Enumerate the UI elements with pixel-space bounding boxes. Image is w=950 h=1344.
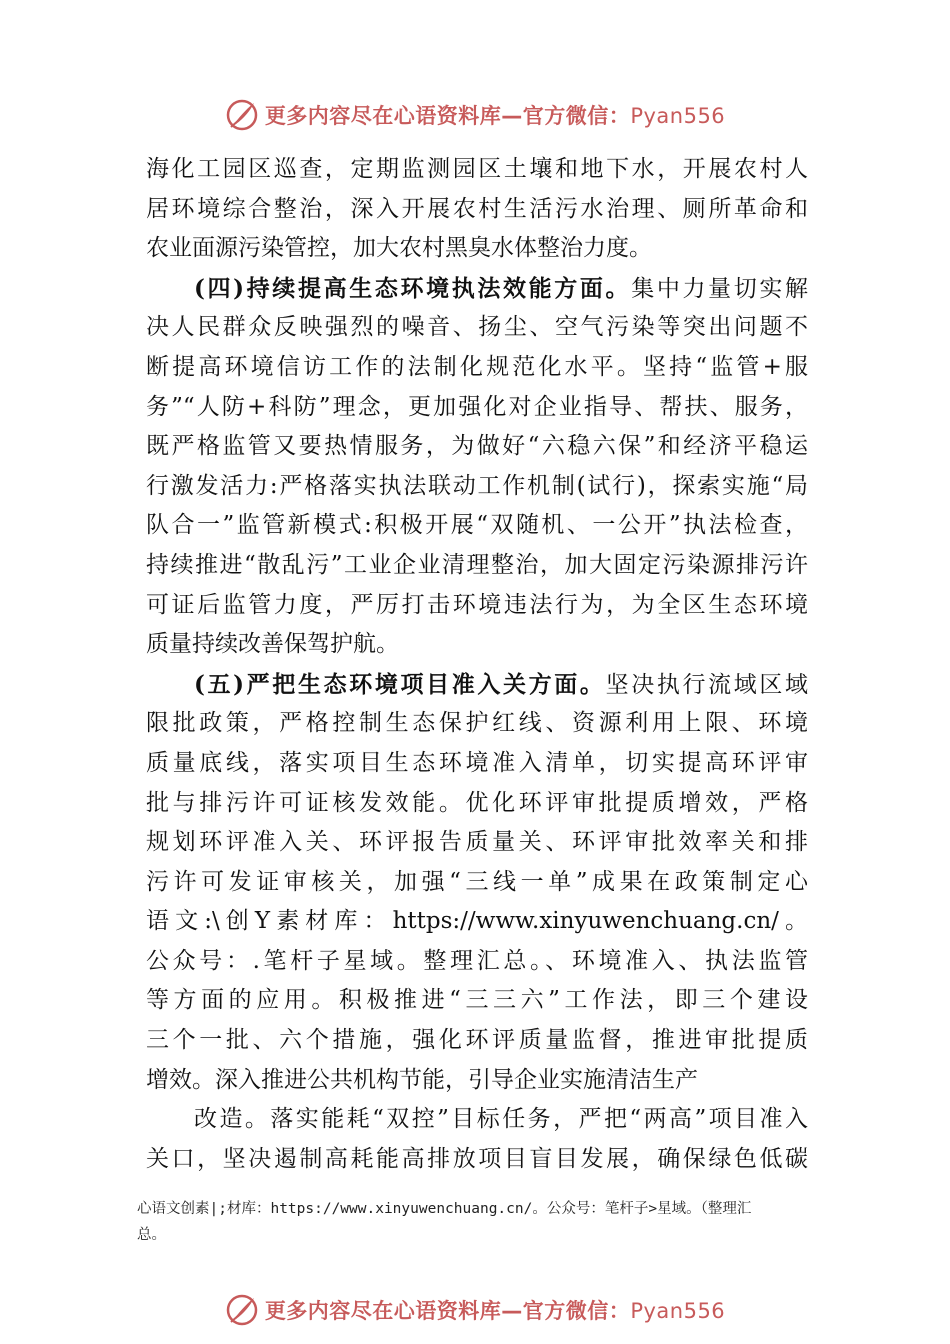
banner-text (265, 100, 725, 130)
body-line: 等方面的应用。积极推进“三三六”工作法，即三个建设 (146, 987, 808, 1014)
footnote-line: 心语文创素|;材库：https://www.xinyuwenchuang.cn/。公众号：笔杆子>星域。（整理汇 (137, 1201, 752, 1217)
section-five-heading-line (146, 665, 808, 705)
wechat-handle: Pyan556 (630, 1299, 726, 1323)
body-line: 增效。深入推进公共机构节能，引导企业实施清洁生产 (146, 1066, 698, 1093)
body-text: 坚决执行流域区域 (605, 671, 808, 698)
document-body (146, 150, 808, 1179)
banner-text (265, 1295, 725, 1325)
section-heading: (五)严把生态环境项目准入关方面。 (194, 670, 606, 698)
body-line: 持续推进“散乱污”工业企业清理整治，加大固定污染源排污许 (146, 551, 808, 578)
body-line: 公众号：.笔杆子星域。整理汇总。、环境准入、执法监管 (146, 947, 808, 974)
body-line: 改造。落实能耗“双控”目标任务，严把“两高”项目准入 (194, 1106, 808, 1133)
banner-label: 更多内容尽在心语资料库—官方微信： (264, 1299, 631, 1323)
body-line: 断提高环境信访工作的法制化规范化水平。坚持“监管+服 (146, 353, 808, 380)
footnote (137, 1196, 817, 1248)
body-line: 可证后监管力度，严厉打击环境违法行为，为全区生态环境 (146, 591, 808, 618)
banner-label: 更多内容尽在心语资料库—官方微信： (264, 104, 631, 128)
body-line: 质量持续改善保驾护航。 (146, 631, 399, 658)
header-banner (0, 95, 950, 135)
section-heading: (四)持续提高生态环境执法效能方面。 (194, 274, 632, 302)
footnote-line: 总。 (137, 1227, 166, 1243)
footer-banner (0, 1290, 950, 1330)
quill-logo-icon (225, 1293, 259, 1327)
body-line: 既严格监管又要热情服务，为做好“六稳六保”和经济平稳运 (146, 433, 808, 460)
body-line: 三个一批、六个措施，强化环评质量监督，推进审批提质 (146, 1027, 808, 1054)
body-line: 海化工园区巡查，定期监测园区土壤和地下水，开展农村人 (146, 156, 808, 182)
body-line: 质量底线，落实项目生态环境准入清单，切实提高环评审 (146, 749, 808, 776)
body-text: 集中力量切实解 (631, 275, 808, 302)
quill-logo-icon (225, 98, 259, 132)
body-line: 务”“人防+科防”理念，更加强化对企业指导、帮扶、服务， (146, 393, 808, 420)
body-line: 限批政策，严格控制生态保护红线、资源利用上限、环境 (146, 710, 808, 737)
body-line: 决人民群众反映强烈的噪音、扬尘、空气污染等突出问题不 (146, 314, 808, 341)
body-line: 农业面源污染管控，加大农村黑臭水体整治力度。 (146, 235, 652, 262)
section-four-heading-line (146, 269, 808, 309)
body-line: 行激发活力:严格落实执法联动工作机制(试行)，探索实施“局 (146, 472, 808, 499)
body-line: 批与排污许可证核发效能。优化环评审批提质增效，严格 (146, 789, 808, 816)
body-line: 关口，坚决遏制高耗能高排放项目盲目发展，确保绿色低碳 (146, 1145, 808, 1172)
body-line: 污许可发证审核关，加强“三线一单”成果在政策制定心 (146, 868, 808, 895)
body-line: 居环境综合整治，深入开展农村生活污水治理、厕所革命和 (146, 195, 808, 222)
body-line: 规划环评准入关、环评报告质量关、环评审批效率关和排 (146, 829, 808, 856)
body-line: 队合一”监管新模式:积极开展“双随机、一公开”执法检查， (146, 512, 808, 539)
wechat-handle: Pyan556 (630, 104, 726, 128)
body-line: 语文:\创Y素材库：https://www.xinyuwenchuang.cn/。 (146, 908, 808, 935)
